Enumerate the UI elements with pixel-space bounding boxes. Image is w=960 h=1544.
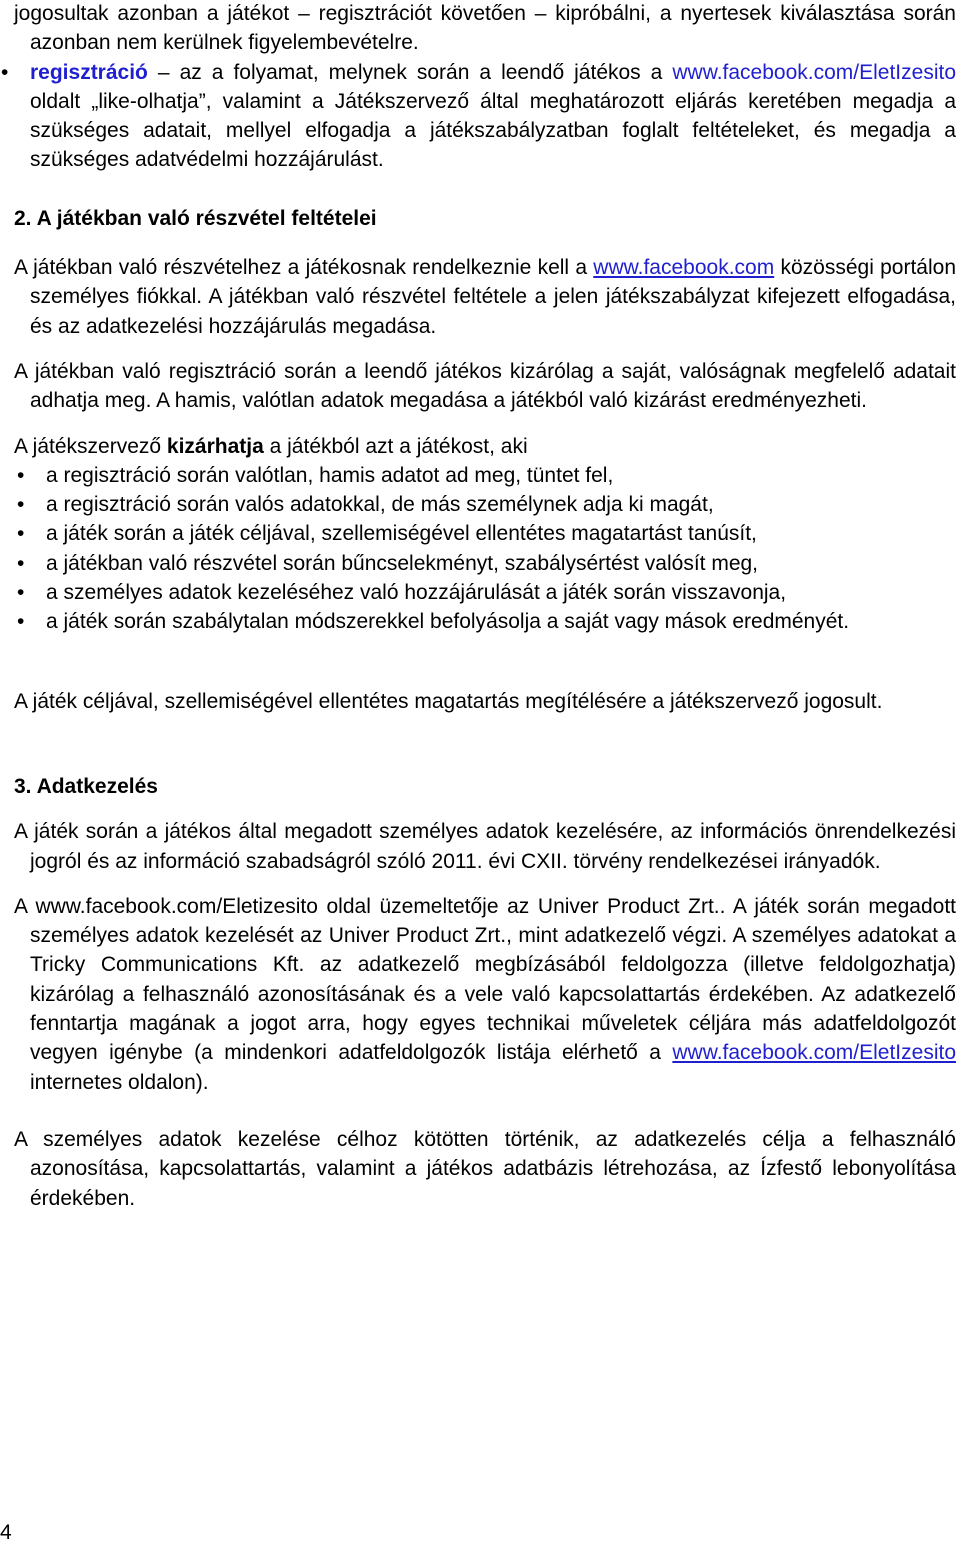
eletizesito-link[interactable]: www.facebook.com/EletIzesito (672, 1041, 956, 1065)
s3-p2-text-b: internetes oldalon). (30, 1070, 209, 1094)
section-3-paragraph-1: A játék során a játékos által megadott személyes adatok kezelésére, az információs önrendelkezési jogról és az információ szabadságról szóló 2011. évi CXII. törvény rendelkezései irányadók. (14, 820, 956, 873)
section-2-paragraph-1 (14, 253, 956, 341)
bullet-icon: • (17, 610, 25, 634)
intro-paragraph: jogosultak azonban a játékot – regisztrációt követően – kipróbálni, a nyertesek kiválasztása során azonban nem kerülnek figyelembevételre. (14, 2, 956, 55)
page-number: 4 (0, 1521, 12, 1544)
list-item: • a személyes adatok kezeléséhez való hozzájárulását a játék során visszavonja, (30, 578, 956, 607)
bullet-icon: • (17, 493, 25, 517)
list-item: • a regisztráció során valótlan, hamis adatot ad meg, tüntet fel, (30, 461, 956, 490)
s3-p2-text-a: A www.facebook.com/Eletizesito oldal üzemeltetője az Univer Product Zrt.. A játék során megadott személyes adatok kezelését az Univer Product Zrt., mint adatkezelő végzi. A személyes adatokat a Tricky Communications Kft. az adatkezelő megbízásából feldolgozza (illetve feldolgozhatja) kizárólag a felhasználó azonosításának és a vele való kapcsolattartás érdekében. Az adatkezelő fenntartja magának a jogot arra, hogy egyes technikai műveletek céljára más adatfeldolgozót vegyen igénybe (a mindenkori adatfeldolgozók listája elérhető a (14, 894, 956, 1065)
bullet-icon: • (17, 522, 25, 546)
registration-term: regisztráció (30, 60, 148, 84)
bullet-icon: • (17, 551, 25, 575)
list-item: • a játék során szabálytalan módszerekkel befolyásolja a saját vagy mások eredményét. (30, 607, 956, 636)
section-2-paragraph-2: A játékban való regisztráció során a leendő játékos kizárólag a saját, valóságnak megfelelő adatait adhatja meg. A hamis, valótlan adatok megadása a játékból való kizárást eredményezheti. (14, 359, 956, 413)
registration-rest-text: oldalt „like-olhatja”, valamint a Játékszervező által meghatározott eljárás keretében megadja a szükséges adatait, mellyel elfogadja a játékszabályzatban foglalt feltételeket, és megadja a szükséges adatvédelmi hozzájárulást. (30, 89, 956, 172)
bullet-icon: • (17, 581, 25, 605)
s2-p3-text-c: a játékból azt a játékost, aki (263, 434, 528, 458)
document-page (1, 0, 956, 1213)
section-3-paragraph-3: A személyes adatok kezelése célhoz kötötten történik, az adatkezelés célja a felhasználó azonosítása, kapcsolattartás, valamint a játékos adatbázis létrehozása, az Ízfestő lebonyolítása érdekében. (14, 1127, 956, 1210)
section-2-heading: 2. A játékban való részvétel feltételei (14, 206, 377, 230)
list-item: • a játék során a játék céljával, szellemiségével ellentétes magatartást tanúsít, (30, 519, 956, 548)
section-2-paragraph-3 (14, 432, 956, 461)
section-2-paragraph-4: A játék céljával, szellemiségével ellentétes magatartás megítélésére a játékszervező jogosult. (14, 689, 883, 713)
registration-definition (1, 58, 956, 175)
facebook-link[interactable]: www.facebook.com (593, 256, 775, 280)
registration-url: www.facebook.com/EletIzesito (672, 60, 956, 84)
exclusion-list (14, 461, 956, 637)
s2-p1-text-a: A játékban való részvételhez a játékosnak rendelkeznie kell a (14, 256, 594, 280)
s2-p3-text-a: A játékszervező (14, 434, 167, 458)
list-item: • a regisztráció során valós adatokkal, de más személynek adja ki magát, (30, 490, 956, 519)
s2-p1-text-b: közösségi portálon személyes fiókkal. A játékban való részvétel feltétele a jelen játékszabályzat kifejezett elfogadása, és az adatkezelési hozzájárulás megadása. (30, 256, 956, 338)
bullet-icon: • (1, 60, 9, 84)
bullet-icon: • (17, 463, 25, 487)
registration-dash-text: – az a folyamat, melynek során a leendő játékos a (147, 60, 673, 84)
section-3-heading: 3. Adatkezelés (14, 774, 158, 798)
s2-p3-bold: kizárhatja (166, 434, 264, 458)
section-3-paragraph-2 (14, 892, 956, 1097)
list-item: • a játékban való részvétel során bűncselekményt, szabálysértést valósít meg, (30, 549, 956, 578)
